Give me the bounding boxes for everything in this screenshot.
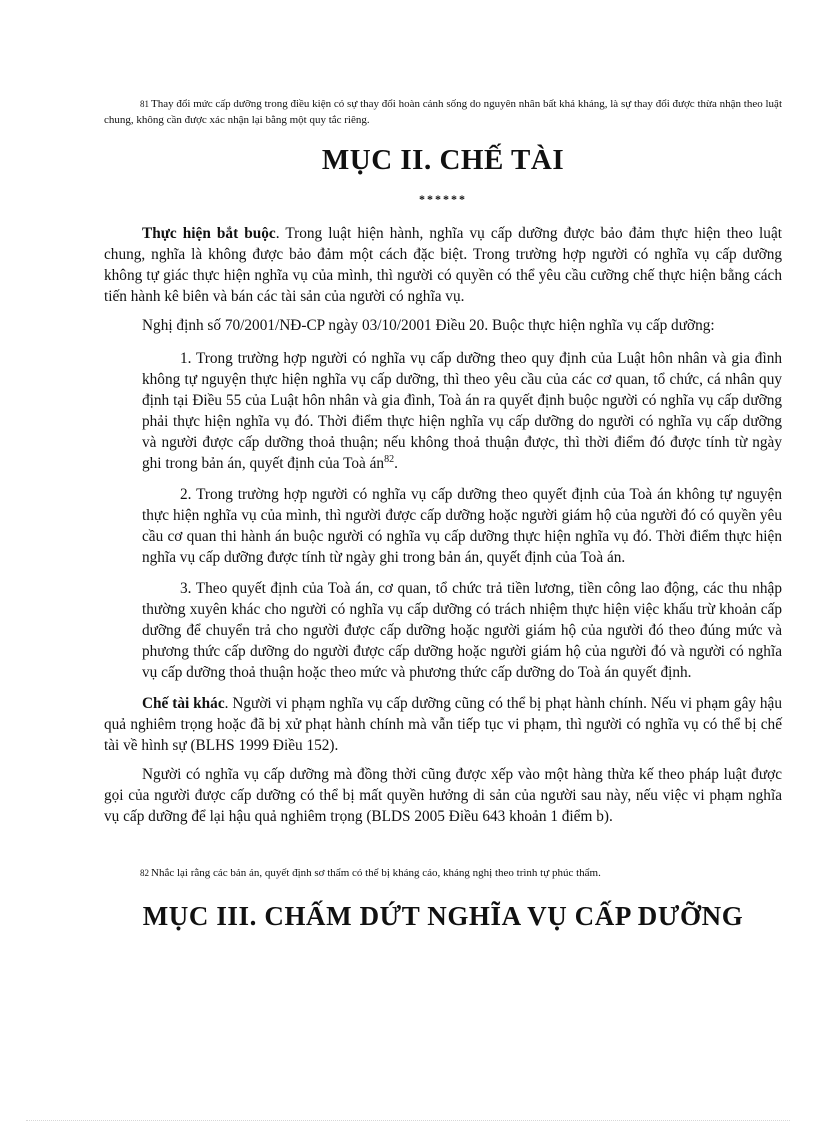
footnote-ref-82[interactable]: 82 bbox=[384, 453, 395, 465]
footnote-text: Thay đổi mức cấp dưỡng trong điều kiện có sự thay đổi hoàn cảnh sống do nguyên nhân bất khả kháng, là sự thay đổi được thừa nhận theo luật chung, không cần được xác nhận lại bằng một quy tắc riêng. bbox=[104, 98, 782, 126]
paragraph-lead: Thực hiện bắt buộc bbox=[142, 225, 276, 242]
quote-clause-2: 2. Trong trường hợp người có nghĩa vụ cấp dưỡng theo quyết định của Toà án không tự nguyện thực hiện nghĩa vụ của mình, thì người được cấp dưỡng hoặc người giám hộ của người đó có quyền yêu cầu cơ quan thi hành án buộc người có nghĩa vụ cấp dưỡng thực hiện nghĩa vụ đó. Thời điểm thực hiện nghĩa vụ cấp dưỡng được tính từ ngày ghi trong bản án, quyết định của Toà án. bbox=[142, 486, 782, 566]
footnote-text: Nhắc lại rằng các bản án, quyết định sơ thẩm có thể bị kháng cáo, kháng nghị theo trình tự phúc thẩm. bbox=[151, 867, 601, 879]
section-2-heading: MỤC II. CHẾ TÀI bbox=[321, 144, 565, 176]
footnote-number: 81 bbox=[140, 99, 149, 109]
quote-clause-1: 1. Trong trường hợp người có nghĩa vụ cấp dưỡng theo quy định của Luật hôn nhân và gia đình không tự nguyện thực hiện nghĩa vụ cấp dưỡng, thì theo yêu cầu của các cơ quan, tổ chức, cá nhân quy định tại Điều 55 của Luật hôn nhân và gia đình, Toà án ra quyết định buộc người có nghĩa vụ cấp dưỡng phải thực hiện nghĩa vụ đó. Thời điểm thực hiện nghĩa vụ cấp dưỡng do người có nghĩa vụ cấp dưỡng và người được cấp dưỡng thoả thuận; nếu không thoả thuận được, thì thời điểm đó được tính từ ngày ghi trong bản án, quyết định của Toà $án^{82}$. bbox=[142, 350, 782, 472]
decree-quote bbox=[142, 348, 782, 683]
footnote-number: 82 bbox=[140, 868, 149, 878]
paragraph-lead: Chế tài khác bbox=[142, 695, 225, 712]
footnote-81 bbox=[104, 96, 782, 128]
document-page bbox=[104, 96, 782, 933]
page-bottom-edge bbox=[26, 1120, 790, 1121]
quote-clause-3: 3. Theo quyết định của Toà án, cơ quan, tổ chức trả tiền lương, tiền công lao động, các thu nhập thường xuyên khác cho người có nghĩa vụ cấp dưỡng có trách nhiệm thực hiện việc khấu trừ khoản cấp dưỡng để chuyển trả cho người được cấp dưỡng hoặc người giám hộ của người đó theo đúng mức và phương thức cấp dưỡng do người được cấp dưỡng hoặc người giám hộ của người đó và người có nghĩa vụ cấp dưỡng thoả thuận hoặc theo mức và phương thức cấp dưỡng do Toà án quyết định. bbox=[142, 580, 782, 681]
paragraph-inheritance: Người có nghĩa vụ cấp dưỡng mà đồng thời cũng được xếp vào một hàng thừa kế theo pháp luật được gọi của người được cấp dưỡng có thể bị mất quyền hưởng di sản của người sau này, nếu việc vi phạm nghĩa vụ cấp dưỡng để lại hậu quả nghiêm trọng (BLDS 2005 Điều 643 khoản 1 điểm b). bbox=[104, 766, 782, 825]
footnote-82 bbox=[104, 865, 782, 881]
paragraph-enforcement: Thực hiện bắt buộc. Trong luật hiện hành, nghĩa vụ cấp dưỡng được bảo đảm thực hiện theo luật chung, nghĩa là không được bảo đảm một cách đặc biệt. Trong trường hợp người có nghĩa vụ cấp dưỡng không tự giác thực hiện nghĩa vụ của mình, thì người có quyền có thể yêu cầu cưỡng chế thực hiện bằng cách tiến hành kê biên và bán các tài sản của người có nghĩa vụ. bbox=[104, 225, 782, 305]
separator: ****** bbox=[419, 192, 467, 206]
section-3-heading: MỤC III. CHẤM DỨT NGHĨA VỤ CẤP DƯỠNG bbox=[142, 901, 744, 931]
paragraph-other-sanctions: Chế tài khác. Người vi phạm nghĩa vụ cấp dưỡng cũng có thể bị phạt hành chính. Nếu vi phạm gây hậu quả nghiêm trọng hoặc đã bị xử phạt hành chính mà vẫn tiếp tục vi phạm, thì người có nghĩa vụ có thể bị chế tài về hình sự (BLHS 1999 Điều 152). bbox=[104, 695, 783, 754]
paragraph-decree: Nghị định số 70/2001/NĐ-CP ngày 03/10/2001 Điều 20. Buộc thực hiện nghĩa vụ cấp dưỡng: bbox=[142, 317, 715, 334]
